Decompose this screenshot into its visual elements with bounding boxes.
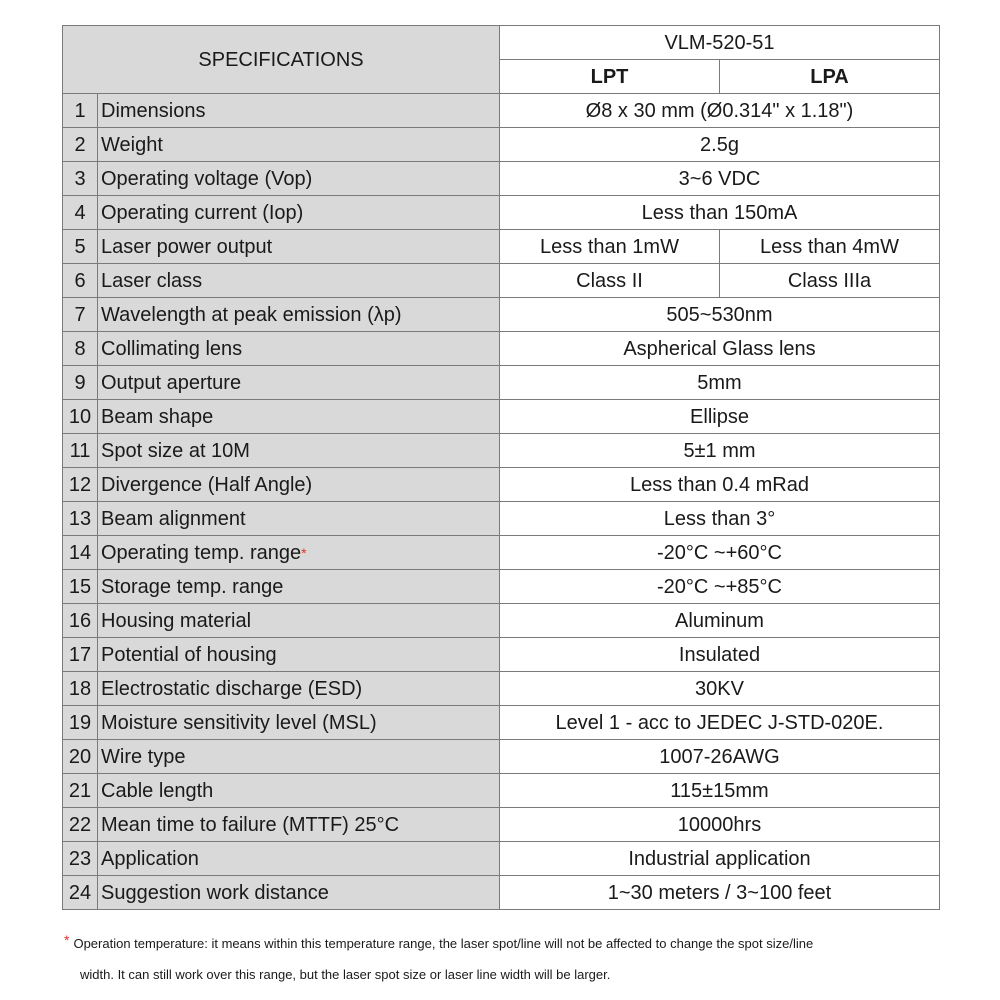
spec-label-text: Laser power output [101,235,273,258]
spec-label-text: Divergence (Half Angle) [101,473,313,496]
row-number: 4 [63,196,98,230]
spec-value: Ø8 x 30 mm (Ø0.314" x 1.18") [500,94,940,128]
row-number: 6 [63,264,98,298]
row-number: 20 [63,740,98,774]
spec-label [98,604,500,638]
spec-label-text: Collimating lens [101,337,243,360]
spec-label [98,230,500,264]
spec-value: Industrial application [500,842,940,876]
variant-lpa: LPA [720,60,940,94]
spec-label [98,672,500,706]
spec-value: -20°C ~+60°C [500,536,940,570]
spec-row [63,740,940,774]
spec-row [63,196,940,230]
specifications-title: SPECIFICATIONS [63,26,500,94]
row-number: 21 [63,774,98,808]
spec-label-text: Housing material [101,609,252,632]
spec-label [98,638,500,672]
footnote [64,928,944,990]
spec-label-text: Potential of housing [101,643,277,666]
spec-value-lpt: Class II [500,264,720,298]
spec-row [63,808,940,842]
spec-label-text: Dimensions [101,99,206,122]
spec-label-text: Moisture sensitivity level (MSL) [101,711,377,734]
spec-row [63,434,940,468]
footnote-mark: * [64,932,70,948]
spec-label-text: Weight [101,133,163,156]
spec-row [63,128,940,162]
specifications-table [62,25,940,910]
spec-row [63,876,940,910]
spec-label-text: Wavelength at peak emission (λp) [101,303,402,326]
spec-label [98,434,500,468]
spec-label [98,332,500,366]
spec-row [63,468,940,502]
header-row-model [63,26,940,60]
spec-row [63,366,940,400]
spec-label-text: Laser class [101,269,203,292]
spec-label [98,808,500,842]
row-number: 8 [63,332,98,366]
spec-label-text: Storage temp. range [101,575,284,598]
spec-label-text: Beam shape [101,405,214,428]
row-number: 14 [63,536,98,570]
row-number: 24 [63,876,98,910]
spec-label [98,366,500,400]
spec-value: 1007-26AWG [500,740,940,774]
spec-value: 10000hrs [500,808,940,842]
row-number: 5 [63,230,98,264]
spec-label-text: Wire type [101,745,186,768]
spec-row [63,332,940,366]
spec-row [63,638,940,672]
spec-label [98,298,500,332]
spec-value-lpt: Less than 1mW [500,230,720,264]
spec-label-text: Electrostatic discharge (ESD) [101,677,363,700]
spec-label [98,162,500,196]
row-number: 11 [63,434,98,468]
spec-row [63,298,940,332]
model-name: VLM-520-51 [500,26,940,60]
footnote-line-1 [64,928,944,959]
spec-label [98,706,500,740]
spec-label [98,842,500,876]
spec-row [63,400,940,434]
spec-value: 2.5g [500,128,940,162]
spec-value: Less than 150mA [500,196,940,230]
spec-label [98,196,500,230]
spec-label-text: Operating current (Iop) [101,201,304,224]
spec-label-text: Application [101,847,199,870]
row-number: 16 [63,604,98,638]
variant-lpt: LPT [500,60,720,94]
spec-value: 3~6 VDC [500,162,940,196]
spec-label [98,128,500,162]
row-number: 3 [63,162,98,196]
spec-value: Ellipse [500,400,940,434]
spec-value: 5±1 mm [500,434,940,468]
spec-row [63,162,940,196]
footnote-text-2: width. It can still work over this range, but the laser spot size or laser line width will be larger. [80,967,611,982]
spec-row [63,842,940,876]
spec-label [98,264,500,298]
row-number: 17 [63,638,98,672]
spec-value: 1~30 meters / 3~100 feet [500,876,940,910]
row-number: 23 [63,842,98,876]
spec-label-text: Beam alignment [101,507,246,530]
row-number: 12 [63,468,98,502]
spec-label-text: Suggestion work distance [101,881,329,904]
spec-label-text: Operating temp. range [101,541,302,564]
spec-value: -20°C ~+85°C [500,570,940,604]
row-number: 19 [63,706,98,740]
footnote-star: * [301,544,307,561]
spec-label [98,400,500,434]
spec-row [63,672,940,706]
spec-row [63,230,940,264]
row-number: 1 [63,94,98,128]
spec-row [63,774,940,808]
spec-row [63,604,940,638]
spec-row [63,502,940,536]
footnote-line-2 [64,959,944,990]
spec-value-lpa: Class IIIa [720,264,940,298]
spec-label [98,502,500,536]
spec-label-text: Cable length [101,779,214,802]
spec-value-lpa: Less than 4mW [720,230,940,264]
spec-row [63,570,940,604]
spec-row [63,94,940,128]
row-number: 9 [63,366,98,400]
spec-row [63,706,940,740]
spec-label [98,774,500,808]
spec-label [98,570,500,604]
footnote-text-1: Operation temperature: it means within this temperature range, the laser spot/line will not be affected to change the spot size/line [73,936,814,951]
row-number: 10 [63,400,98,434]
row-number: 18 [63,672,98,706]
row-number: 7 [63,298,98,332]
spec-label [98,740,500,774]
spec-label [98,876,500,910]
spec-label-text: Output aperture [101,371,242,394]
spec-label [98,94,500,128]
spec-row [63,264,940,298]
spec-row [63,536,940,570]
row-number: 22 [63,808,98,842]
spec-value: Less than 3° [500,502,940,536]
spec-value: 30KV [500,672,940,706]
spec-label-text: Mean time to failure (MTTF) 25°C [101,813,400,836]
spec-label [98,536,500,570]
spec-value: Less than 0.4 mRad [500,468,940,502]
row-number: 15 [63,570,98,604]
spec-value: 505~530nm [500,298,940,332]
spec-value: Aluminum [500,604,940,638]
spec-value: 115±15mm [500,774,940,808]
spec-value: Level 1 - acc to JEDEC J-STD-020E. [500,706,940,740]
spec-value: 5mm [500,366,940,400]
row-number: 13 [63,502,98,536]
spec-value: Aspherical Glass lens [500,332,940,366]
spec-label-text: Operating voltage (Vop) [101,167,313,190]
spec-label-text: Spot size at 10M [101,439,250,462]
spec-label [98,468,500,502]
spec-value: Insulated [500,638,940,672]
row-number: 2 [63,128,98,162]
